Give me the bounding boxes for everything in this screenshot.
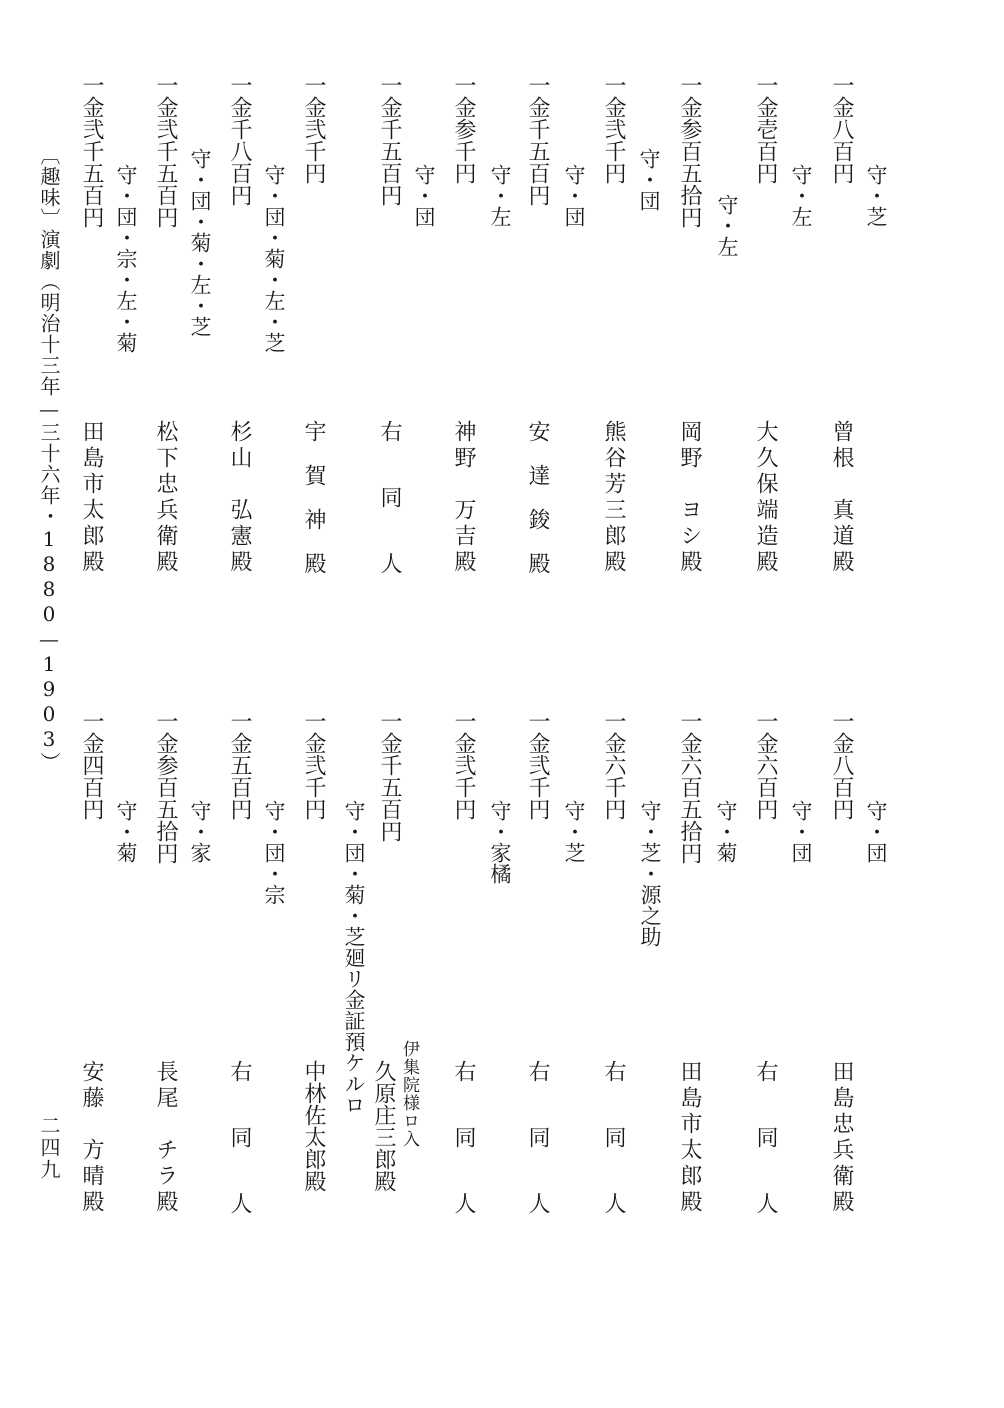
amount-text: 一金千五百円 bbox=[377, 74, 402, 206]
recipient-name: 右 同 人 bbox=[753, 1060, 778, 1214]
group-text: 守・芝・源之助 bbox=[638, 800, 662, 947]
recipient-name: 田島忠兵衛殿 bbox=[829, 1060, 854, 1216]
recipient-name: 右 同 人 bbox=[525, 1060, 550, 1214]
group-text: 守・家橘 bbox=[488, 800, 512, 884]
recipient-name: 安藤 方晴殿 bbox=[79, 1060, 104, 1216]
amount-text: 一金弐千五百円 bbox=[79, 74, 104, 228]
amount-text: 一金弐千五百円 bbox=[153, 74, 178, 228]
group-text: 守・菊 bbox=[714, 800, 738, 863]
group-text: 守・団・菊・左・芝 bbox=[262, 164, 286, 353]
recipient-name: 右 同 人 bbox=[377, 420, 402, 574]
amount-text: 一金弐千円 bbox=[525, 710, 550, 820]
group-text: 守・団・宗・左・菊 bbox=[114, 164, 138, 353]
amount-text: 一金弐千円 bbox=[601, 74, 626, 184]
group-text: 守・団・菊・左・芝 bbox=[188, 148, 212, 337]
recipient-name: 田島市太郎殿 bbox=[79, 420, 104, 576]
running-title: 〔趣味〕演劇（明治十三年—三十六年・1880—1903） bbox=[37, 145, 61, 773]
recipient-name: 田島市太郎殿 bbox=[677, 1060, 702, 1216]
amount-text: 一金千八百円 bbox=[227, 74, 252, 206]
recipient-name: 右 同 人 bbox=[451, 1060, 476, 1214]
amount-text: 一金六百円 bbox=[753, 710, 778, 820]
group-text: 守・団・宗 bbox=[262, 800, 286, 905]
group-text: 守・団 bbox=[562, 164, 586, 227]
amount-text: 一金四百円 bbox=[79, 710, 104, 820]
group-text: 守・家 bbox=[188, 800, 212, 863]
group-text: 守・団 bbox=[412, 164, 436, 227]
recipient-name: 久原庄三郎殿 bbox=[371, 1060, 396, 1192]
amount-text: 一金五百円 bbox=[227, 710, 252, 820]
recipient-name: 宇 賀 神 殿 bbox=[301, 420, 326, 574]
amount-text: 一金弐千円 bbox=[451, 710, 476, 820]
recipient-name: 熊谷芳三郎殿 bbox=[601, 420, 626, 576]
amount-text: 一金壱百円 bbox=[753, 74, 778, 184]
amount-text: 一金八百円 bbox=[829, 74, 854, 184]
recipient-name: 右 同 人 bbox=[601, 1060, 626, 1214]
amount-text: 一金六百五拾円 bbox=[677, 710, 702, 864]
amount-text: 一金参百五拾円 bbox=[153, 710, 178, 864]
recipient-name: 杉山 弘憲殿 bbox=[227, 420, 252, 576]
recipient-name: 松下忠兵衛殿 bbox=[153, 420, 178, 576]
amount-text: 一金千五百円 bbox=[377, 710, 402, 842]
recipient-name: 神野 万吉殿 bbox=[451, 420, 476, 576]
recipient-name: 安 達 鋑 殿 bbox=[525, 420, 550, 574]
page-number: 二四九 bbox=[37, 1115, 61, 1181]
group-text: 守・団 bbox=[864, 800, 888, 863]
group-text: 守・左 bbox=[789, 164, 813, 227]
recipient-name: 曾根 真道殿 bbox=[829, 420, 854, 576]
group-text: 守・団・菊・芝廻リ金証預ケルロ bbox=[342, 800, 366, 1115]
recipient-name: 大久保端造殿 bbox=[753, 420, 778, 576]
recipient-name: 右 同 人 bbox=[227, 1060, 252, 1214]
amount-text: 一金六千円 bbox=[601, 710, 626, 820]
group-text: 守・左 bbox=[715, 194, 739, 257]
recipient-note: 伊集院様ロ入 bbox=[399, 1040, 419, 1148]
group-text: 守・芝 bbox=[562, 800, 586, 863]
group-text: 守・芝 bbox=[864, 164, 888, 227]
group-text: 守・菊 bbox=[114, 800, 138, 863]
recipient-name: 長尾 チラ殿 bbox=[153, 1060, 178, 1216]
group-text: 守・左 bbox=[488, 164, 512, 227]
amount-text: 一金千五百円 bbox=[525, 74, 550, 206]
amount-text: 一金参百五拾円 bbox=[677, 74, 702, 228]
recipient-name: 中林佐太郎殿 bbox=[301, 1060, 326, 1192]
amount-text: 一金弐千円 bbox=[301, 710, 326, 820]
group-text: 守・団 bbox=[789, 800, 813, 863]
amount-text: 一金参千円 bbox=[451, 74, 476, 184]
recipient-name: 岡野 ヨシ殿 bbox=[677, 420, 702, 576]
amount-text: 一金弐千円 bbox=[301, 74, 326, 184]
group-text: 守・団 bbox=[637, 148, 661, 211]
amount-text: 一金八百円 bbox=[829, 710, 854, 820]
